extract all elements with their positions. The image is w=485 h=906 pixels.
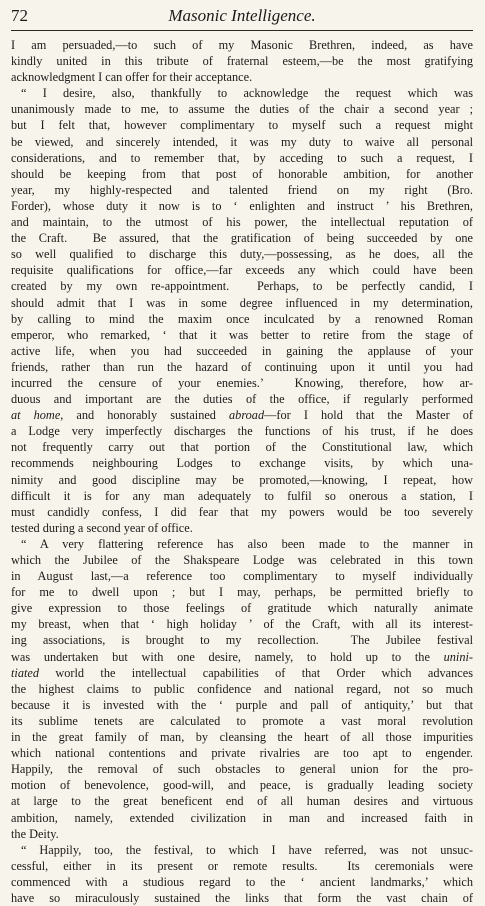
text-line bbox=[11, 600, 473, 616]
text-segment: created by my own re-appointment. Perhaps, to be perfectly candid, I bbox=[11, 279, 473, 294]
text-line bbox=[11, 230, 473, 246]
text-segment: commenced with a studious regard to the ‘ ancient landmarks,’ which bbox=[11, 874, 473, 889]
italic-text: abroad bbox=[229, 408, 265, 423]
text-line bbox=[11, 134, 473, 150]
text-line bbox=[11, 246, 473, 262]
text-segment: “ Happily, too, the festival, to which I have referred, was not unsuc- bbox=[21, 842, 473, 857]
text-segment: considerations, and to remember that, by acceding to such a request, I bbox=[11, 150, 473, 165]
text-segment: recommends neighbouring Lodges to exchange visits, by which una- bbox=[11, 456, 473, 471]
text-segment: should admit that I was in some degree influenced in my determination, bbox=[11, 295, 473, 310]
text-line bbox=[11, 278, 473, 294]
text-segment: which the Jubilee of the Shakspeare Lodge was celebrated in this town bbox=[11, 553, 473, 567]
text-line bbox=[11, 842, 473, 858]
text-line bbox=[11, 214, 473, 230]
text-segment: must candidly confess, I did fear that my powers would be too severely bbox=[11, 504, 473, 519]
text-line bbox=[11, 665, 473, 681]
italic-text: unini- bbox=[443, 649, 473, 664]
text-segment: the highest claims to public confidence and national regard, not so much bbox=[11, 681, 473, 696]
text-segment: and maintain, to the utmost of his power, the intellectual reputation of bbox=[11, 215, 473, 230]
text-segment: at large to the great beneficent end of all human desires and virtuous bbox=[11, 794, 473, 809]
text-line bbox=[11, 117, 473, 133]
text-segment: difficult it is for any man adequately to fulfil so onerous a station, I bbox=[11, 488, 473, 503]
text-line bbox=[11, 311, 473, 327]
text-line bbox=[11, 584, 473, 600]
text-segment: , and honorably sustained bbox=[60, 408, 230, 423]
text-segment: acknowledgment I can offer for their acceptance. bbox=[11, 70, 253, 85]
text-line bbox=[11, 616, 473, 632]
text-line bbox=[11, 295, 473, 311]
page-number: 72 bbox=[11, 6, 28, 25]
text-segment: unanimously made to me, to assume the duties of the chair a second year ; bbox=[11, 102, 473, 117]
text-line bbox=[11, 520, 473, 536]
text-line bbox=[11, 810, 473, 826]
text-segment: so well qualified to discharge this duty,—possessing, as he does, all the bbox=[11, 247, 473, 262]
text-line bbox=[11, 874, 473, 890]
text-segment: should be keeping from that post of honorable ambition, for another bbox=[11, 166, 473, 181]
text-segment: friends, rather than run the hazard of continuing upon it until you had bbox=[11, 359, 473, 374]
text-segment: nimity and good discipline may be promoted,—knowing, I repeat, how bbox=[11, 472, 473, 487]
text-line bbox=[11, 182, 473, 198]
text-segment: ing associations, is brought to my recollection. The Jubilee festival bbox=[11, 633, 473, 648]
text-line bbox=[11, 375, 473, 391]
text-segment: I am persuaded,—to such of my Masonic Brethren, indeed, as have bbox=[11, 38, 473, 52]
text-segment: world the intellectual capabilities of that Order which advances bbox=[39, 665, 473, 680]
text-segment: for me to dwell upon ; but I may, perhaps, be permitted briefly to bbox=[11, 585, 473, 600]
text-segment: “ A very flattering reference has also been made to the manner in bbox=[21, 536, 473, 551]
text-line bbox=[11, 729, 473, 745]
text-segment: not frequently carry out that portion of the Constitutional law, which bbox=[11, 440, 473, 455]
text-line bbox=[11, 166, 473, 182]
text-line bbox=[11, 423, 473, 439]
text-line bbox=[11, 649, 473, 665]
text-segment: tested during a second year of office. bbox=[11, 520, 193, 535]
page-title: Masonic Intelligence. bbox=[168, 6, 316, 25]
text-line bbox=[11, 488, 473, 504]
text-line bbox=[11, 37, 473, 53]
text-segment: the Craft. Be assured, that the gratification of being succeeded by one bbox=[11, 231, 473, 246]
text-line bbox=[11, 793, 473, 809]
text-segment: the Deity. bbox=[11, 826, 59, 841]
text-line bbox=[11, 826, 473, 842]
text-segment: requisite qualifications for office,—far exceeds any which could have been bbox=[11, 263, 473, 278]
text-segment: my breast, when that ‘ high holiday ’ of the Craft, with all its interest- bbox=[11, 617, 473, 632]
text-line bbox=[11, 455, 473, 471]
text-segment: because it is invested with the ‘ purple and pall of antiquity,’ but that bbox=[11, 697, 473, 712]
text-segment: year, my highly-respected and talented friend on my right (Bro. bbox=[11, 182, 473, 197]
text-segment: have so miraculously sustained the links that form the vast chain of bbox=[11, 890, 473, 905]
text-line bbox=[11, 85, 473, 101]
text-line bbox=[11, 568, 473, 584]
text-line bbox=[11, 697, 473, 713]
text-segment: was undertaken but with one desire, namely, to hold up to the bbox=[11, 649, 444, 664]
body-text bbox=[11, 37, 473, 906]
text-segment: in the great family of man, by cleansing the heart of all those impurities bbox=[11, 730, 473, 745]
text-segment: but I felt that, however complimentary to myself such a request might bbox=[11, 118, 473, 133]
text-line bbox=[11, 150, 473, 166]
text-line bbox=[11, 777, 473, 793]
text-segment: in August last,—a reference too complimentary to myself individually bbox=[11, 569, 473, 584]
text-segment: its sublime tenets are calculated to promote a vast moral revolution bbox=[11, 713, 473, 728]
text-line bbox=[11, 681, 473, 697]
text-segment: Happily, the removal of such obstacles to general union for the pro- bbox=[11, 762, 473, 777]
text-line bbox=[11, 262, 473, 278]
text-segment: ambition, namely, extended civilization in man and increased faith in bbox=[11, 810, 473, 825]
text-line bbox=[11, 761, 473, 777]
text-segment: kindly united in this tribute of fraternal esteem,—be the most gratifying bbox=[11, 54, 473, 69]
text-segment: be viewed, and sincerely intended, it was my duty to waive all personal bbox=[11, 134, 473, 149]
text-segment: active life, when you had succeeded in gaining the applause of your bbox=[11, 343, 473, 358]
text-segment: Forder), whose duty it now is to ‘ enlighten and instruct ’ his Brethren, bbox=[11, 198, 473, 213]
text-line bbox=[11, 69, 473, 85]
text-segment: motion of benevolence, good-will, and peace, is gradually leading society bbox=[11, 778, 473, 793]
text-line bbox=[11, 343, 473, 359]
italic-text: at home bbox=[11, 408, 61, 423]
text-segment: emperor, who remarked, ‘ that it was better to retire from the stage of bbox=[11, 327, 473, 342]
text-line bbox=[11, 745, 473, 761]
text-line bbox=[11, 327, 473, 343]
text-line bbox=[11, 504, 473, 520]
text-segment: which national contentions and private rivalries are too apt to engender. bbox=[11, 746, 473, 761]
text-line bbox=[11, 890, 473, 906]
italic-text: tiated bbox=[11, 665, 40, 680]
text-line bbox=[11, 439, 473, 455]
text-segment: “ I desire, also, thankfully to acknowledge the request which was bbox=[21, 86, 473, 101]
text-line bbox=[11, 472, 473, 488]
text-segment: duous and important are the duties of the office, if regularly performed bbox=[11, 392, 473, 407]
text-line bbox=[11, 101, 473, 117]
text-line bbox=[11, 391, 473, 407]
text-line bbox=[11, 53, 473, 69]
text-segment: a Lodge very imperfectly discharges the functions of his trust, if he does bbox=[11, 424, 473, 439]
text-line bbox=[11, 536, 473, 552]
text-segment: by calling to mind the maxim once inculcated by a renowned Roman bbox=[11, 311, 473, 326]
text-segment: cessful, either in its present or remote results. Its ceremonials were bbox=[11, 858, 473, 873]
text-line bbox=[11, 198, 473, 214]
text-segment: —for I hold that the Master of bbox=[264, 408, 473, 423]
text-line bbox=[11, 552, 473, 568]
text-line bbox=[11, 632, 473, 648]
text-segment: give expression to those feelings of gratitude which naturally animate bbox=[11, 601, 473, 616]
running-head bbox=[11, 6, 473, 31]
text-segment: incurred the censure of your enemies.’ Knowing, therefore, how ar- bbox=[11, 375, 473, 390]
text-line bbox=[11, 359, 473, 375]
text-line bbox=[11, 407, 473, 423]
text-line bbox=[11, 713, 473, 729]
